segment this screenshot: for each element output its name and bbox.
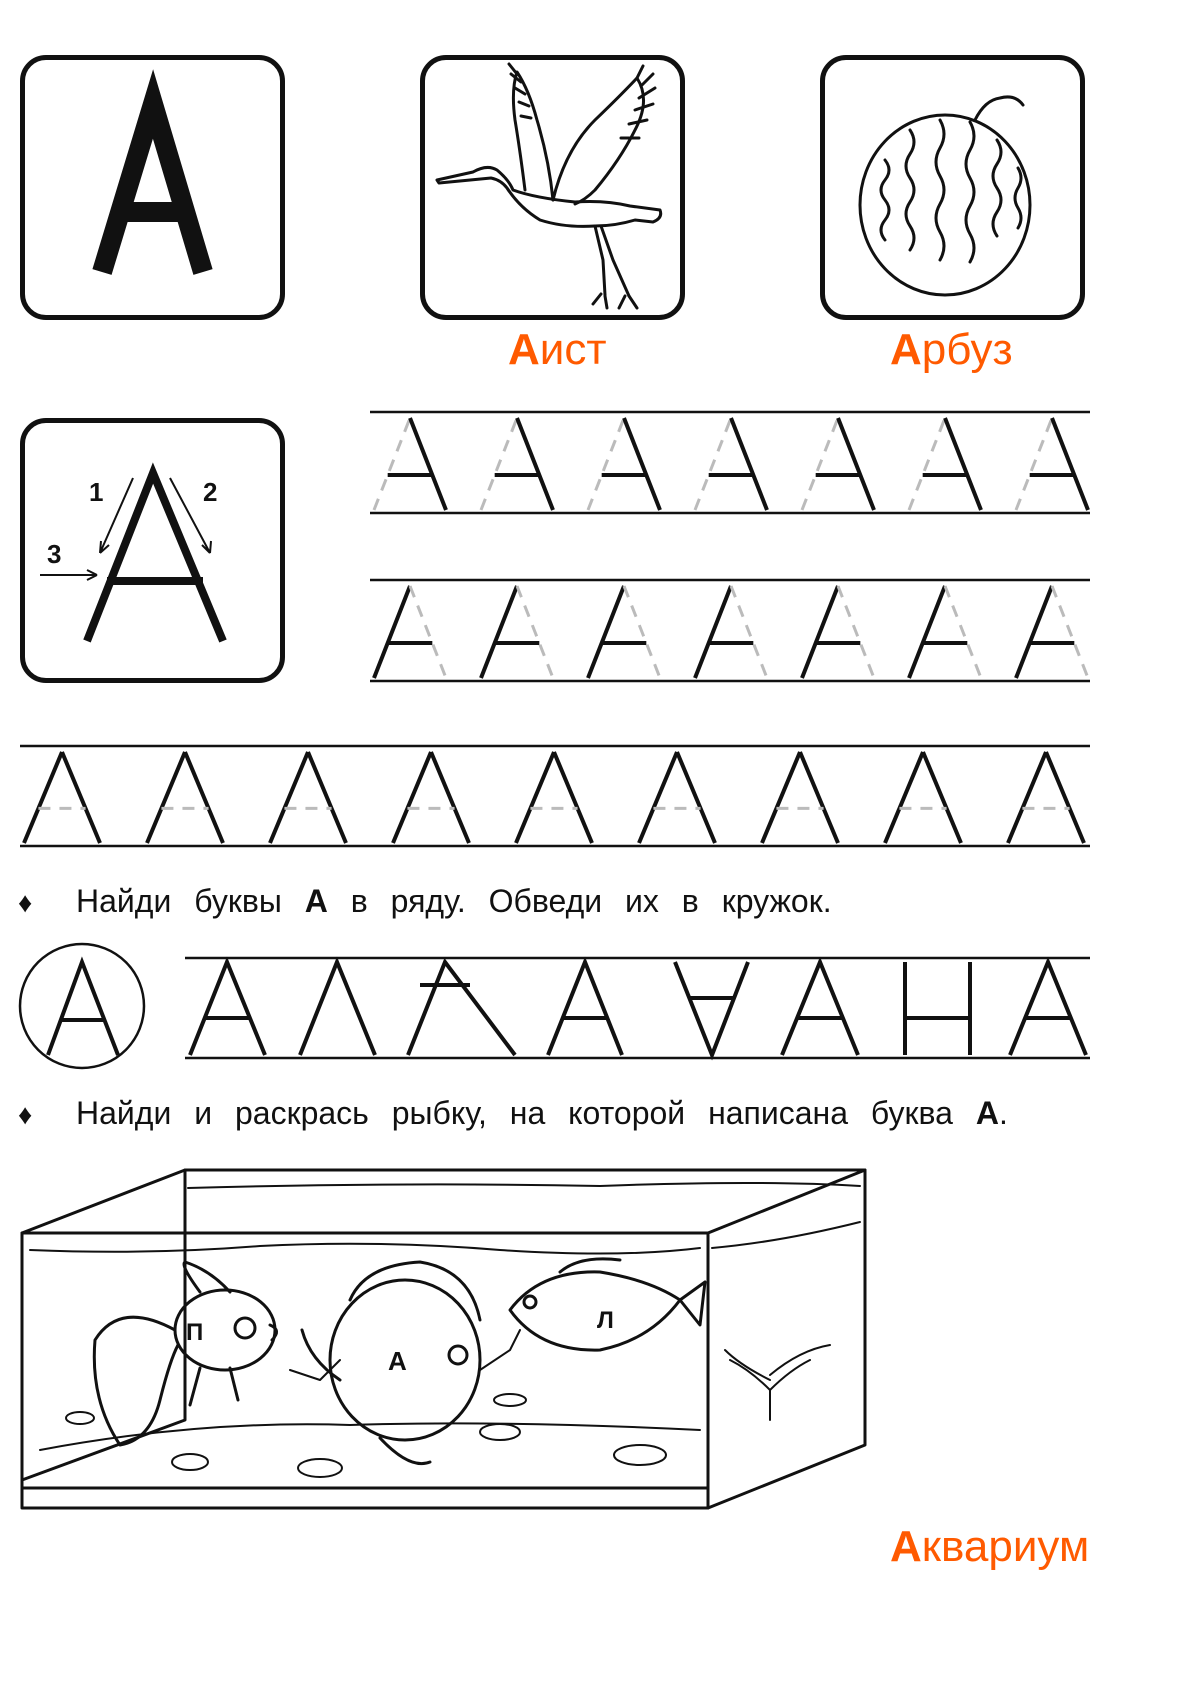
fish-cichlid bbox=[510, 1259, 705, 1350]
bullet-icon: ♦ bbox=[18, 887, 33, 918]
aquarium-front-edges bbox=[22, 1170, 865, 1508]
aquarium-back-edges bbox=[22, 1170, 185, 1480]
stroke-number-3: 3 bbox=[47, 539, 62, 569]
water-line bbox=[30, 1183, 860, 1254]
word-aquarium: Аквариум bbox=[890, 1522, 1090, 1571]
bullet-icon: ♦ bbox=[18, 1099, 33, 1130]
instruction-find-letters: ♦ Найди буквы А в ряду. Обведи их в кружок. bbox=[18, 883, 832, 919]
word-stork: Аист bbox=[508, 325, 607, 374]
fish-letter-p: П bbox=[186, 1319, 204, 1346]
fish-letter-a: А bbox=[388, 1346, 407, 1376]
plant bbox=[290, 1330, 830, 1420]
instruction-color-fish: ♦ Найди и раскрась рыбку, на которой написана буква А. bbox=[18, 1095, 1008, 1131]
stroke-number-1: 1 bbox=[89, 477, 104, 507]
fish-letter-l: Л bbox=[597, 1307, 614, 1334]
pebbles bbox=[66, 1394, 666, 1477]
word-watermelon: Арбуз bbox=[890, 325, 1013, 374]
stroke-number-2: 2 bbox=[203, 477, 218, 507]
